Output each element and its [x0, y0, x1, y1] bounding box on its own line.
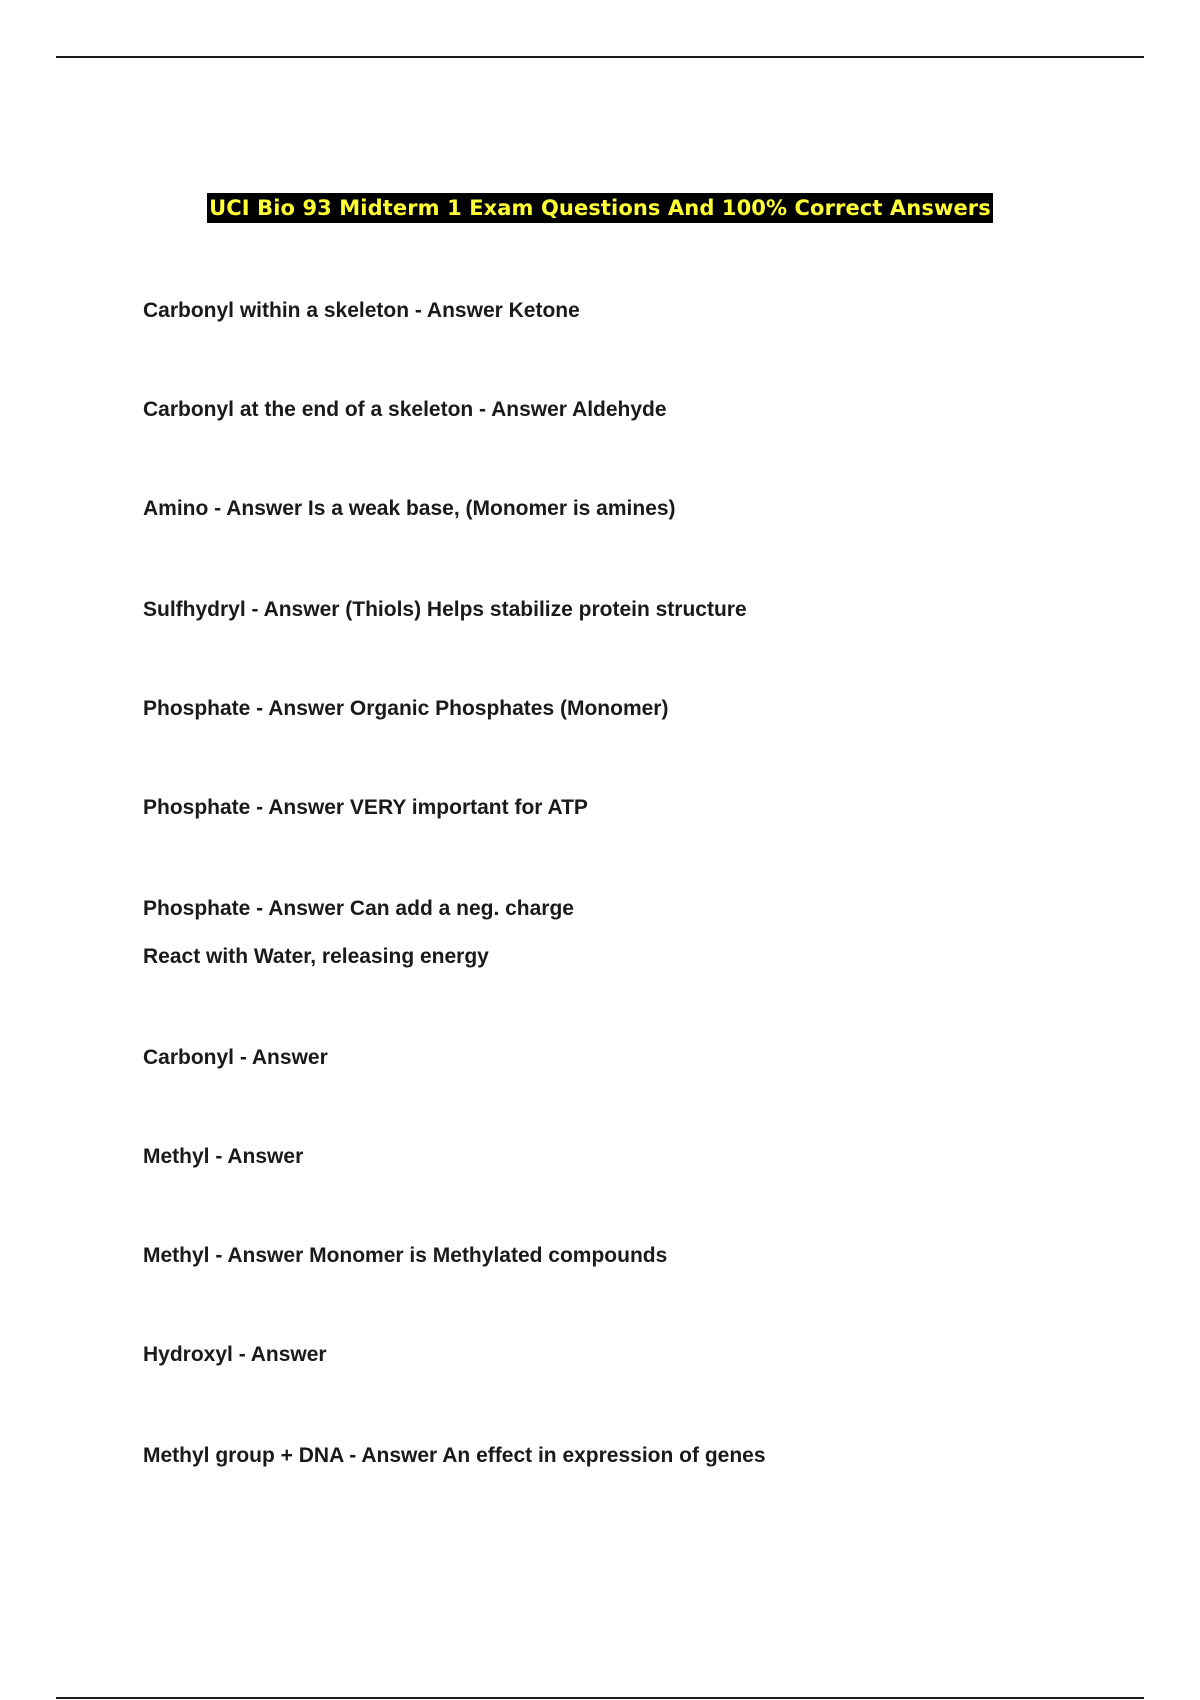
qa-text: Methyl - Answer Monomer is Methylated compounds [143, 1244, 668, 1267]
qa-item [143, 1342, 327, 1368]
qa-item [143, 1144, 303, 1170]
qa-item [143, 1443, 766, 1469]
header-rule [56, 56, 1144, 58]
footer-rule [56, 1697, 1144, 1699]
qa-item [143, 1243, 667, 1269]
qa-item [143, 298, 580, 324]
qa-text: Methyl - Answer [143, 1145, 304, 1168]
qa-item [143, 397, 667, 423]
qa-item [143, 896, 574, 970]
qa-item [143, 795, 588, 821]
qa-item [143, 496, 676, 522]
qa-text: Carbonyl within a skeleton - Answer Ketone [143, 299, 580, 322]
qa-item [143, 1045, 328, 1071]
qa-item [143, 597, 747, 623]
qa-text: Carbonyl at the end of a skeleton - Answer Aldehyde [143, 398, 667, 421]
qa-text: Amino - Answer Is a weak base, (Monomer is amines) [143, 497, 676, 520]
qa-text-continuation: React with Water, releasing energy [143, 945, 489, 968]
qa-text: Carbonyl - Answer [143, 1046, 328, 1069]
title-block [0, 193, 1200, 223]
qa-text: Hydroxyl - Answer [143, 1343, 327, 1366]
document-title: UCI Bio 93 Midterm 1 Exam Questions And 100% Correct Answers [207, 193, 993, 223]
qa-text: Phosphate - Answer Organic Phosphates (Monomer) [143, 697, 669, 720]
qa-text: Sulfhydryl - Answer (Thiols) Helps stabilize protein structure [143, 598, 747, 621]
qa-text: Methyl group + DNA - Answer An effect in expression of genes [143, 1444, 766, 1467]
qa-text: Phosphate - Answer VERY important for ATP [143, 796, 588, 819]
qa-item [143, 696, 668, 722]
qa-text: Phosphate - Answer Can add a neg. charge [143, 897, 574, 920]
